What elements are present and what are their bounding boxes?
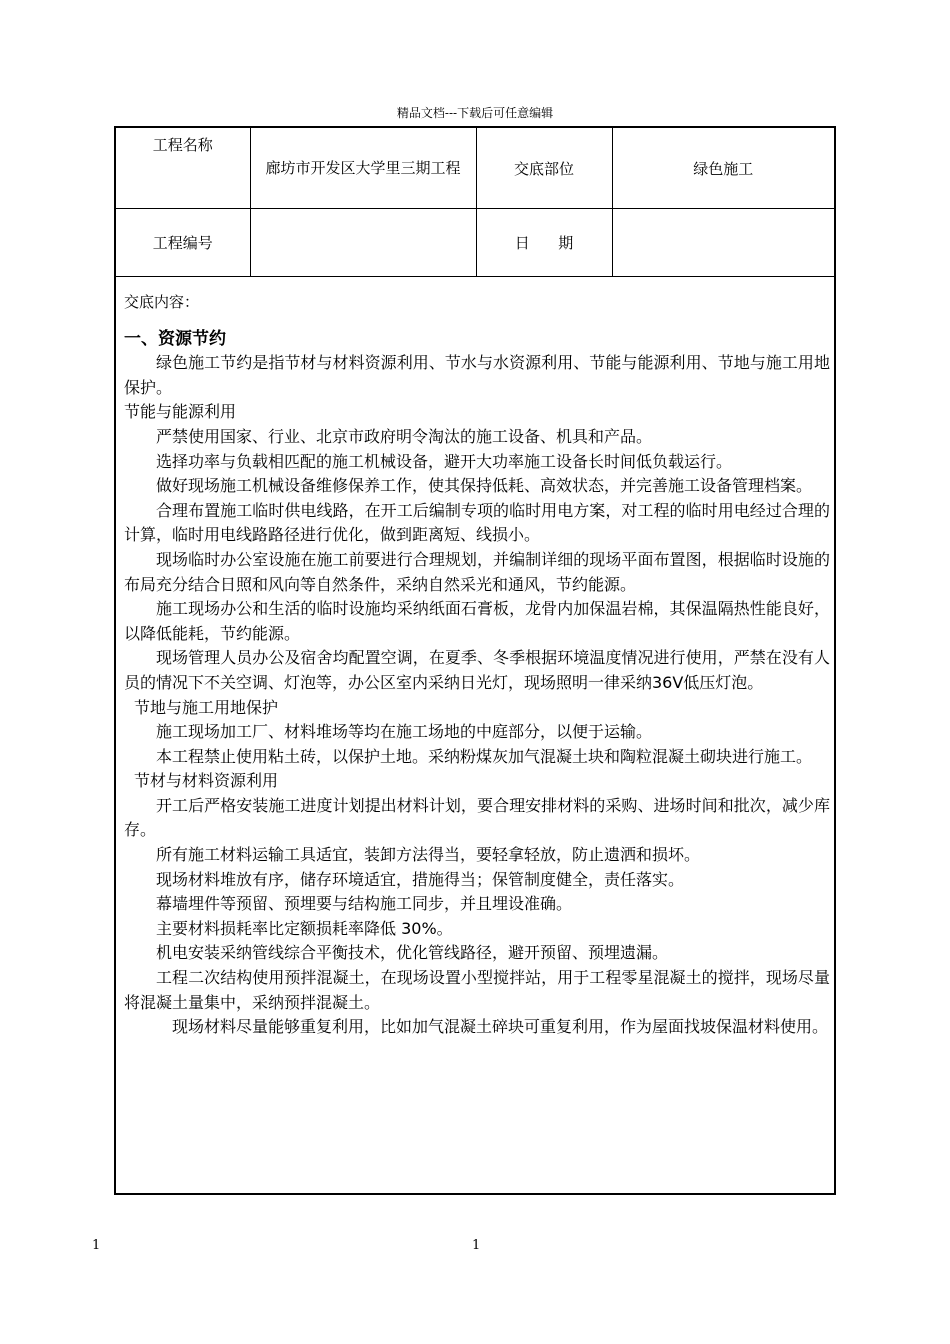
- date-value: [612, 209, 834, 277]
- subheading: 节地与施工用地保护: [134, 697, 279, 717]
- part-label: 交底部位: [476, 128, 612, 209]
- section-heading: 一、资源节约: [124, 328, 226, 349]
- paragraph: 主要材料损耗率比定额损耗率降低 30%。: [156, 918, 453, 938]
- paragraph: 现场材料尽量能够重复利用，比如加气混凝土碎块可重复利用，作为屋面找坡保温材料使用。: [172, 1017, 829, 1037]
- paragraph: 做好现场施工机械设备维修保养工作，使其保持低耗、高效状态，并完善施工设备管理档案。: [156, 476, 813, 496]
- page-number-left: 1: [92, 1238, 101, 1253]
- project-no-label: 工程编号: [116, 209, 250, 277]
- paragraph: 合理布置施工临时供电线路，在开工后编制专项的临时用电方案，对工程的临时用电经过合理的计算，临时用电线路路径进行优化，做到距离短、线损小。: [124, 500, 830, 545]
- disclosure-content: [124, 290, 830, 1040]
- paragraph: 绿色施工节约是指节材与材料资源利用、节水与水资源利用、节能与能源利用、节地与施工用地保护。: [124, 353, 830, 397]
- paragraph: 现场管理人员办公及宿舍均配置空调，在夏季、冬季根据环境温度情况进行使用，严禁在没有人员的情况下不关空调、灯泡等，办公区室内采纳日光灯，现场照明一律采纳36V低压灯泡。: [124, 648, 830, 692]
- paragraph: 工程二次结构使用预拌混凝土，在现场设置小型搅拌站，用于工程零星混凝土的搅拌，现场尽量将混凝土量集中，采纳预拌混凝土。: [124, 968, 830, 1012]
- part-value: 绿色施工: [612, 128, 834, 209]
- project-name-label: 工程名称: [116, 128, 250, 209]
- table-row: [116, 209, 834, 277]
- paragraph: 本工程禁止使用粘土砖，以保护土地。采纳粉煤灰加气混凝土块和陶粒混凝土砌块进行施工。: [156, 746, 813, 766]
- project-info-table: [116, 128, 834, 277]
- disclosure-form: [114, 126, 836, 1195]
- header-note: 精品文档---下载后可任意编辑: [396, 106, 554, 120]
- paragraph: 所有施工材料运输工具适宜，装卸方法得当，要轻拿轻放，防止遗洒和损坏。: [156, 845, 701, 865]
- subheading: 节能与能源利用: [124, 402, 237, 422]
- paragraph: 机电安装采纳管线综合平衡技术，优化管线路径，避开预留、预埋遗漏。: [156, 943, 669, 963]
- table-row: [116, 128, 834, 209]
- paragraph: 施工现场加工厂、材料堆场等均在施工场地的中庭部分，以便于运输。: [156, 722, 653, 742]
- paragraph: 现场临时办公室设施在施工前要进行合理规划，并编制详细的现场平面布置图，根据临时设施的布局充分结合日照和风向等自然条件，采纳自然采光和通风，节约能源。: [124, 549, 830, 594]
- paragraph: 选择功率与负载相匹配的施工机械设备，避开大功率施工设备长时间低负载运行。: [156, 451, 733, 471]
- subheading: 节材与材料资源利用: [134, 771, 279, 791]
- paragraph: 现场材料堆放有序，储存环境适宜，措施得当；保管制度健全，责任落实。: [156, 869, 685, 889]
- project-no-value: [250, 209, 476, 277]
- content-label: 交底内容：: [124, 293, 200, 311]
- page-number-center: 1: [472, 1238, 481, 1253]
- paragraph: 幕墙埋件等预留、预埋要与结构施工同步，并且埋设准确。: [156, 894, 573, 914]
- project-name-value: 廊坊市开发区大学里三期工程: [250, 128, 476, 209]
- date-label: 日 期: [476, 209, 612, 277]
- paragraph: 施工现场办公和生活的临时设施均采纳纸面石膏板，龙骨内加保温岩棉，其保温隔热性能良好，以降低能耗，节约能源。: [124, 599, 830, 643]
- paragraph: 开工后严格安装施工进度计划提出材料计划，要合理安排材料的采购、进场时间和批次，减少库存。: [124, 795, 830, 840]
- paragraph: 严禁使用国家、行业、北京市政府明令淘汰的施工设备、机具和产品。: [156, 426, 653, 446]
